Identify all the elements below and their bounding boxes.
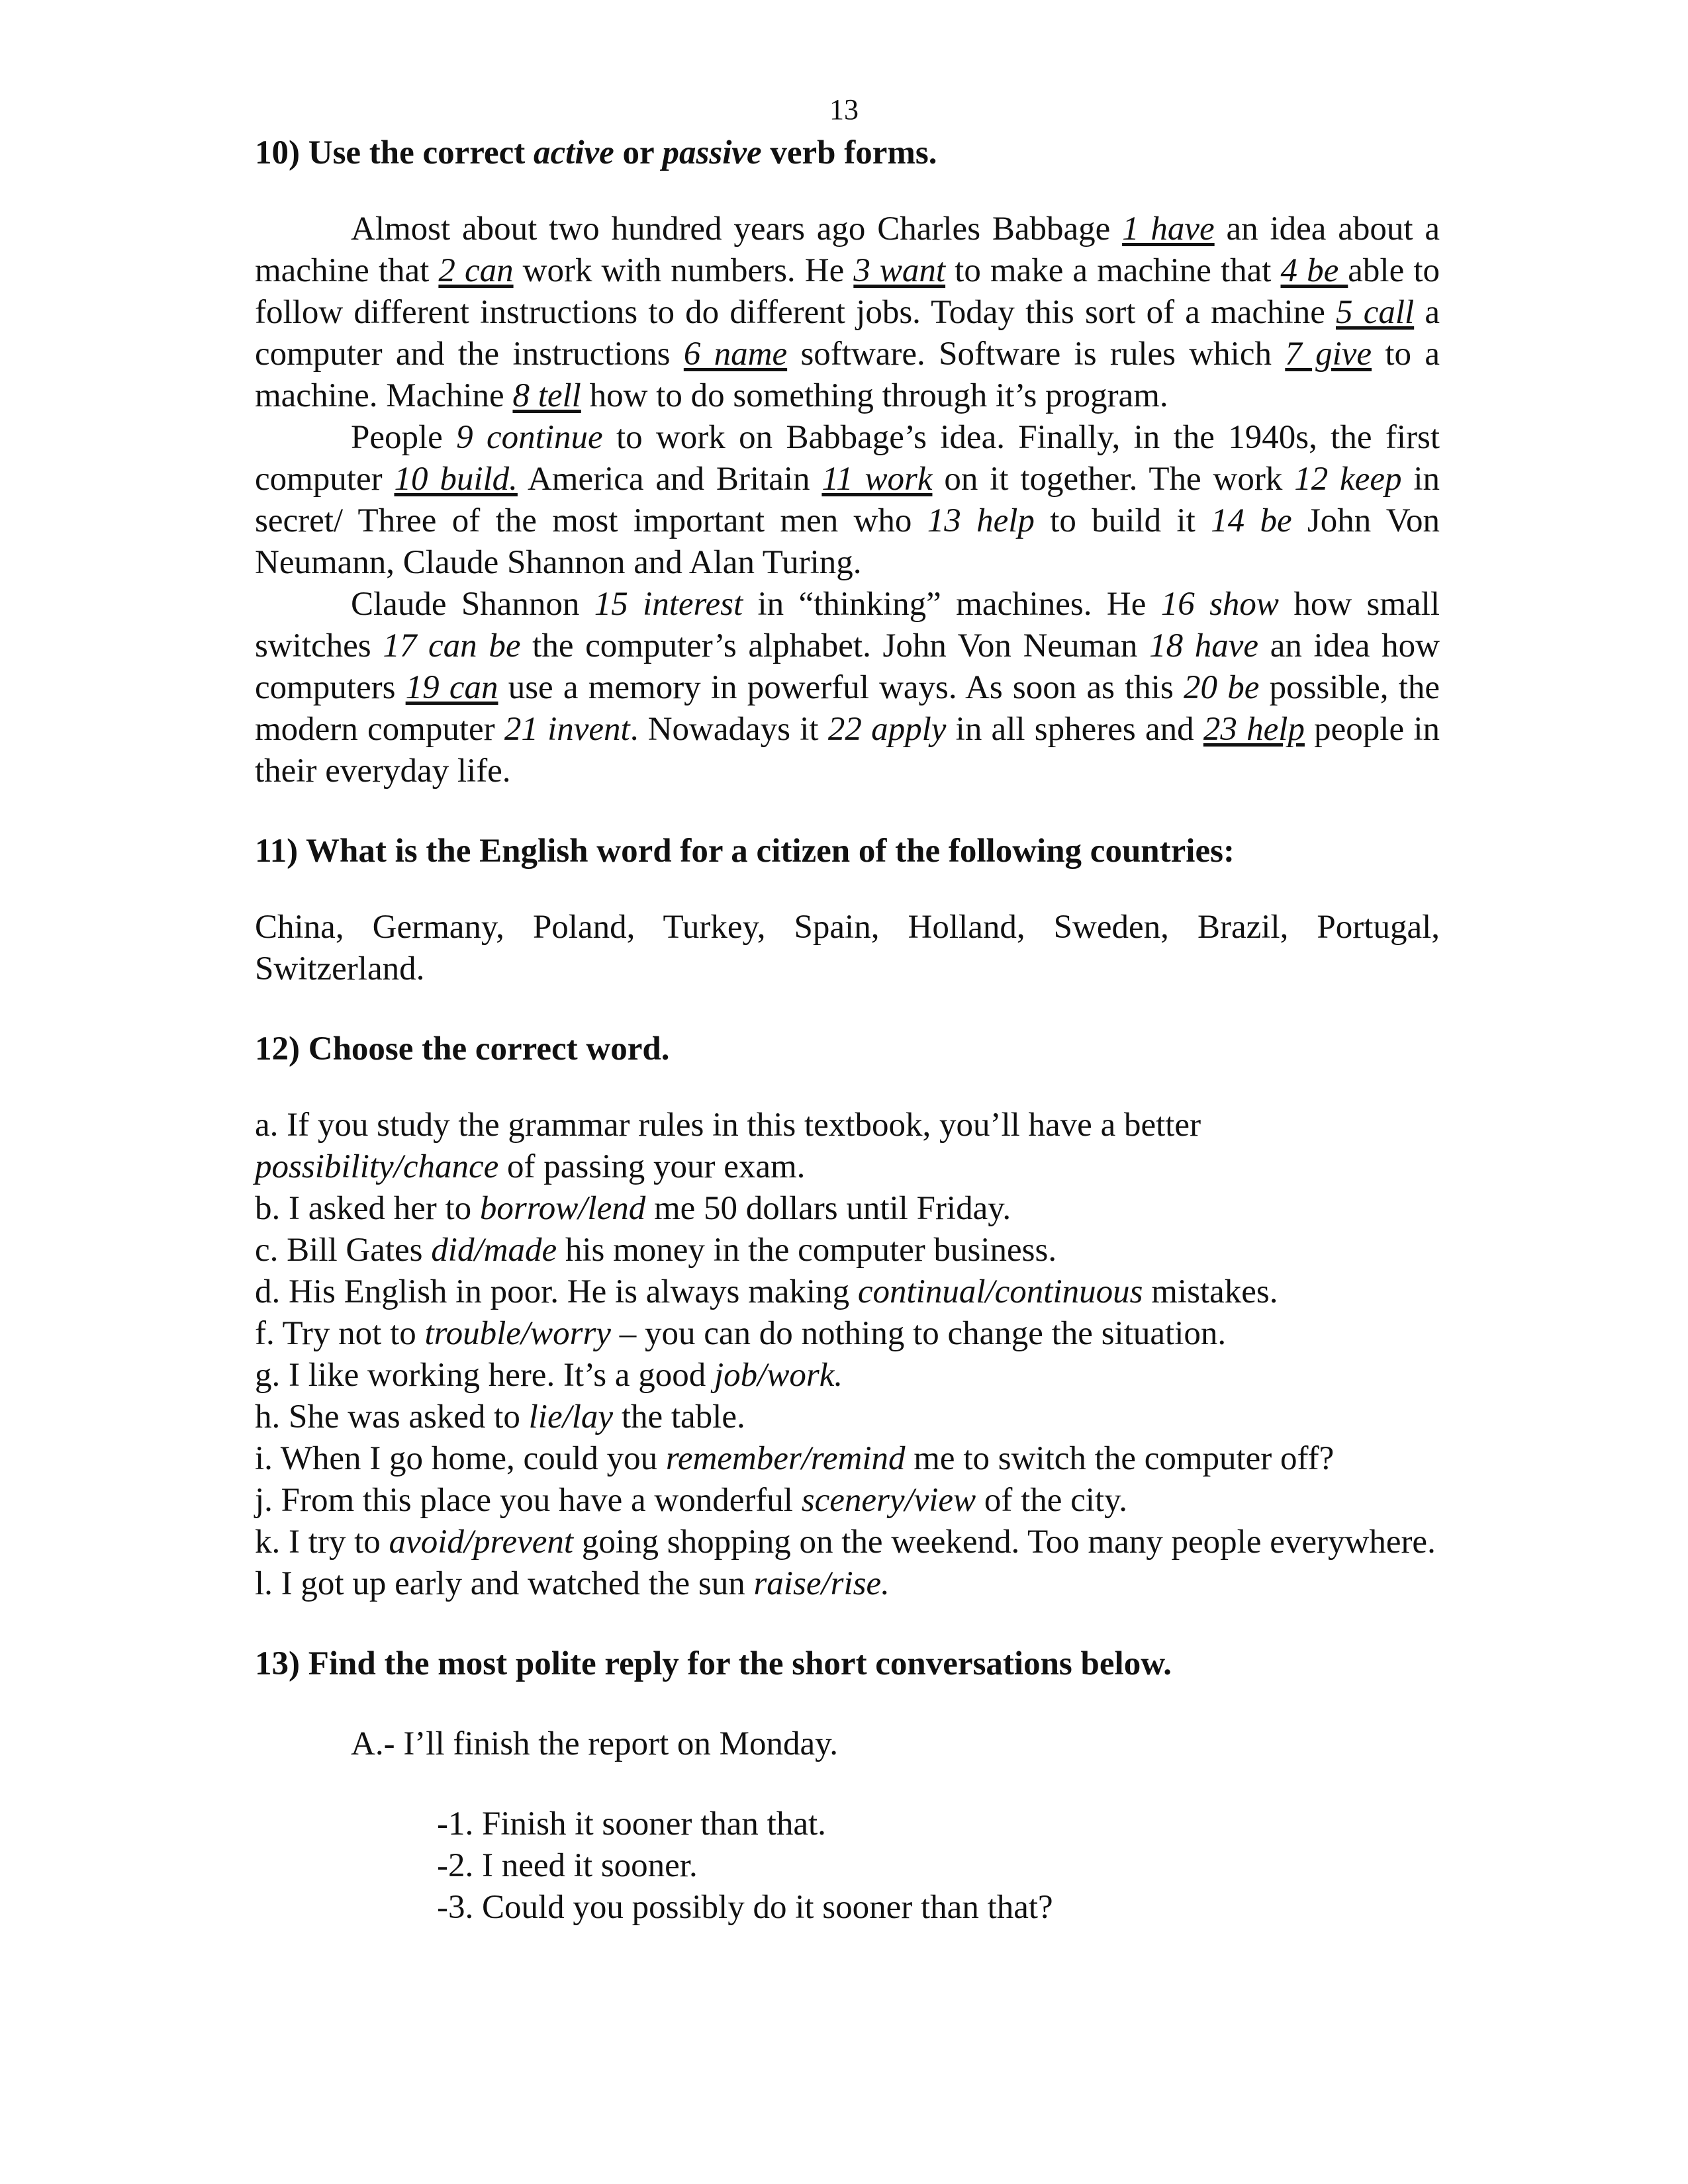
task12-item-a: a. If you study the grammar rules in this textbook, you’ll have a better possibility/chance of passing your exam. (255, 1107, 1201, 1185)
gap-14: 14 be (1211, 502, 1292, 539)
gap-7: 7 give (1285, 336, 1372, 373)
task13-prompt: A.- I’ll finish the report on Monday. (351, 1725, 839, 1762)
gap-11: 11 work (821, 461, 933, 498)
task12-item-b: b. I asked her to borrow/lend me 50 dollars until Friday. (255, 1190, 1011, 1227)
gap-9: 9 continue (456, 419, 603, 456)
page-number: 13 (829, 93, 859, 126)
task12-item-h: h. She was asked to lie/lay the table. (255, 1398, 745, 1435)
gap-4: 4 be (1280, 252, 1348, 289)
task13-option-2: -2. I need it sooner. (437, 1847, 698, 1884)
task13-option-3: -3. Could you possibly do it sooner than that? (437, 1889, 1053, 1926)
task12-item-j: j. From this place you have a wonderful scenery/view of the city. (255, 1482, 1128, 1519)
gap-13: 13 help (927, 502, 1035, 539)
gap-17: 17 can be (383, 627, 521, 664)
task11-heading: 11) What is the English word for a citizen of the following countries: (255, 833, 1235, 870)
task13-option-1: -1. Finish it sooner than that. (437, 1805, 826, 1843)
task10-paragraph-2: People 9 continue to work on Babbage’s idea. Finally, in the 1940s, the first computer 10 build. America and Britain 11 work on it together. The work 12 keep in secret/ Three of the most important men who 13 help to build it 14 be John Von Neumann, Claude Shannon and Alan Turing. (255, 419, 1440, 581)
task12-item-k: k. I try to avoid/prevent going shopping on the weekend. Too many people everywhere. (255, 1524, 1436, 1561)
gap-1: 1 have (1122, 210, 1215, 248)
task10-heading: 10) Use the correct active or passive verb forms. (255, 134, 937, 171)
gap-6: 6 name (683, 336, 788, 373)
task12-item-i: i. When I go home, could you remember/remind me to switch the computer off? (255, 1440, 1335, 1477)
task12-item-l: l. I got up early and watched the sun raise/rise. (255, 1565, 890, 1602)
document-body (255, 132, 1440, 1929)
gap-15: 15 interest (594, 586, 743, 623)
task12-item-f: f. Try not to trouble/worry – you can do nothing to change the situation. (255, 1315, 1227, 1352)
gap-21: 21 invent (504, 711, 630, 748)
task11-countries: China, Germany, Poland, Turkey, Spain, Holland, Sweden, Brazil, Portugal, Switzerland. (255, 909, 1440, 987)
gap-12: 12 keep (1294, 461, 1402, 498)
gap-3: 3 want (853, 252, 946, 289)
gap-18: 18 have (1149, 627, 1259, 664)
task13-heading: 13) Find the most polite reply for the short conversations below. (255, 1645, 1172, 1682)
gap-2: 2 can (438, 252, 514, 289)
gap-23: 23 help (1203, 711, 1305, 748)
task12-heading: 12) Choose the correct word. (255, 1030, 670, 1068)
gap-19: 19 can (405, 669, 498, 706)
task10-paragraph-3: Claude Shannon 15 interest in “thinking” machines. He 16 show how small switches 17 can be the computer’s alphabet. John Von Neuman 18 have an idea how computers 19 can use a memory in powerful ways. As soon as this 20 be possible, the modern computer 21 invent. Nowadays it 22 apply in all spheres and 23 help people in their everyday life. (255, 586, 1440, 790)
gap-22: 22 apply (827, 711, 947, 748)
task12-item-g: g. I like working here. It’s a good job/work. (255, 1357, 843, 1394)
gap-5: 5 call (1336, 294, 1415, 331)
task12-list (255, 1105, 1440, 1605)
gap-8: 8 tell (512, 377, 581, 414)
gap-16: 16 show (1160, 586, 1279, 623)
task12-item-d: d. His English in poor. He is always making continual/continuous mistakes. (255, 1273, 1278, 1310)
gap-10: 10 build. (394, 461, 518, 498)
gap-20: 20 be (1184, 669, 1260, 706)
task12-item-c: c. Bill Gates did/made his money in the computer business. (255, 1232, 1057, 1269)
task10-paragraph-1: Almost about two hundred years ago Charles Babbage 1 have an idea about a machine that 2 can work with numbers. He 3 want to make a machine that 4 be able to follow different instructions to do different jobs. Today this sort of a machine 5 call a computer and the instructions 6 name software. Software is rules which 7 give to a machine. Machine 8 tell how to do something through it’s program. (255, 210, 1440, 414)
